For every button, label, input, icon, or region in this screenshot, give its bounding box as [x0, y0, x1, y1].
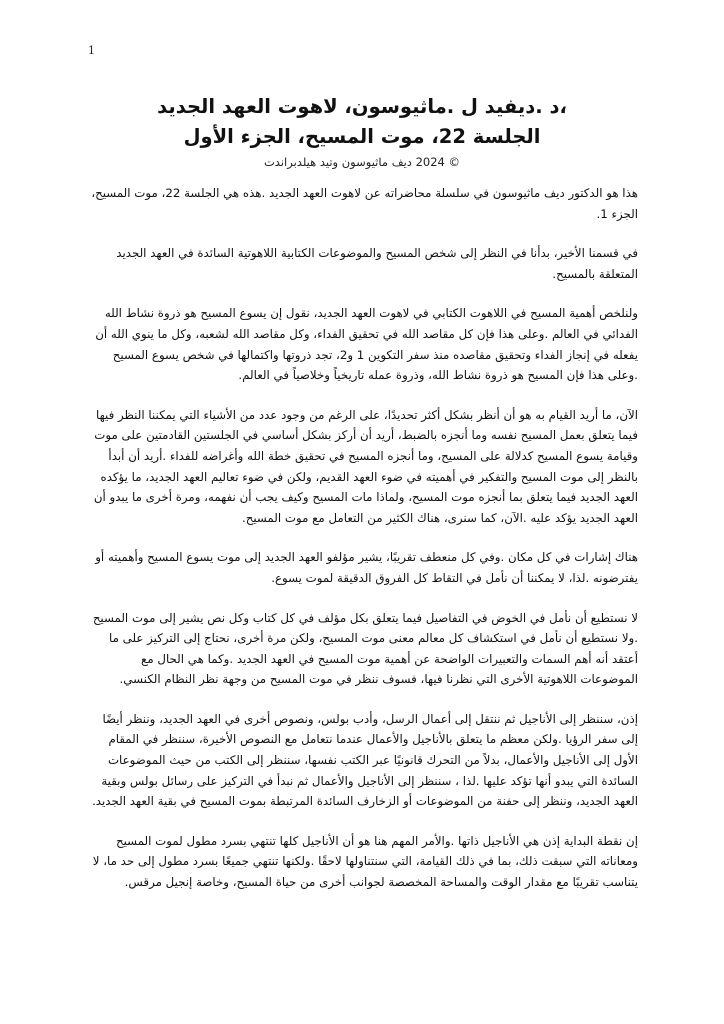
copyright-notice: © 2024 ديف ماثيوسون وتيد هيلدبراندت [263, 155, 461, 169]
paragraph-3: ولنلخص أهمية المسيح في اللاهوت الكتابي في لاهوت العهد الجديد، نقول إن يسوع المسيح هو ذروة نشاط الله الفدائي في العالم .وعلى هذا فإن كل مقاصد الله في تحقيق الفداء، وكل مقاصد الله لشعبه، وكل ما ينوي الله أن يفعله في إنجاز الفداء وتحقيق مقاصده منذ سفر التكوين 1 و2، تجد ذروتها واكتمالها في شخص يسوع المسيح .وعلى هذا فإن المسيح هو ذروة نشاط الله، وذروة عمله تاريخياً وخلاصياً في العالم. [95, 306, 638, 383]
document-header [80, 92, 644, 171]
paragraph-5: هناك إشارات في كل مكان .وفي كل منعطف تقريبًا، يشير مؤلفو العهد الجديد إلى موت يسوع المسيح وأهميته أو يفترضونه .لذا، لا يمكننا أن نأمل في التقاط كل الفروق الدقيقة لموت يسوع. [95, 550, 638, 585]
document-title-line-2: الجلسة 22، موت المسيح، الجزء الأول [183, 125, 541, 148]
paragraph-6: لا نستطيع أن نأمل في الخوض في التفاصيل فيما يتعلق بكل مؤلف في كل كتاب وكل نص يشير إلى موت المسيح .ولا نستطيع أن نأمل في استكشاف كل معالم معنى موت المسيح، ولكن مرة أخرى، نحتاج إلى التركيز على ما أعتقد أنه أهم السمات والتعبيرات الواضحة عن أهمية موت المسيح في العهد الجديد .وكما هي الحال مع الموضوعات اللاهوتية الأخرى التي نظرنا فيها، فسوف ننظر في موت المسيح من وجهة نظر النظام الكنسي. [92, 610, 638, 687]
paragraph-8: إن نقطة البداية إذن هي الأناجيل ذاتها .والأمر المهم هنا هو أن الأناجيل كلها تنتهي بسرد مطول لموت المسيح ومعاناته التي سبقت ذلك، بما في ذلك القيامة، التي سنتناولها لاحقًا .ولكنها تنتهي جميعًا بسرد مطول إلى حد ما، لا يتناسب تقريبًا مع مقدار الوقت والمساحة المخصصة لجوانب أخرى من حياة المسيح، وخاصة إنجيل مرقس. [92, 833, 638, 890]
document-body [86, 183, 638, 912]
paragraph-2: في قسمنا الأخير، بدأنا في النظر إلى شخص المسيح والموضوعات الكتابية اللاهوتية السائدة في العهد الجديد المتعلقة بالمسيح. [116, 246, 638, 281]
paragraph-7: إذن، سننظر إلى الأناجيل ثم ننتقل إلى أعمال الرسل، وأدب بولس، ونصوص أخرى في العهد الجديد، وننظر أيضًا إلى سفر الرؤيا .ولكن معظم ما يتعلق بالأناجيل والأعمال عندما نتعامل مع النصوص الأخيرة، سننظر في المقام الأول إلى الأناجيل والأعمال، بدلاً من التحرك قانونيًا عبر الكتب نفسها، سننظر إلى الكتب من حيث الموضوعات السائدة التي يبدو أنها تؤكد عليها .لذا ، سننظر إلى الأناجيل والأعمال ثم نبدأ في التركيز على رسائل بولس وبقية العهد الجديد، وننظر إلى حفنة من الموضوعات أو الزخارف السائدة المرتبطة بموت المسيح في بقية العهد الجديد. [92, 711, 638, 809]
paragraph-4: الآن، ما أريد القيام به هو أن أنظر بشكل أكثر تحديدًا، على الرغم من وجود عدد من الأشياء التي يمكننا النظر فيها فيما يتعلق بعمل المسيح نفسه وما أنجزه بالضبط، أريد أن أركز بشكل أساسي في الجلستين القادمتين على موت وقيامة يسوع المسيح كدلالة على المسيح، وما أنجزه المسيح في تحقيق خطة الله وأغراضه للفداء .أريد أن أبدأ بالنظر إلى موت المسيح والتفكير في أهميته في ضوء العهد القديم، ولكن في ضوء تعاليم العهد الجديد، ما يؤكده العهد الجديد فيما يتعلق بما أنجزه موت المسيح، ولماذا مات المسيح وكيف يجب أن نفهمه، ومرة أخرى ما يبدو أن العهد الجديد يؤكد عليه .الآن، كما سنرى، هناك الكثير من التعامل مع موت المسيح. [93, 407, 638, 525]
document-title-line-1: ،د .ديفيد ل .ماثيوسون، لاهوت العهد الجديد [157, 95, 567, 118]
page-number: 1 [88, 44, 95, 57]
paragraph-1: هذا هو الدكتور ديف ماثيوسون في سلسلة محاضراته عن لاهوت العهد الجديد .هذه هي الجلسة 22، موت المسيح، الجزء 1. [91, 186, 638, 221]
